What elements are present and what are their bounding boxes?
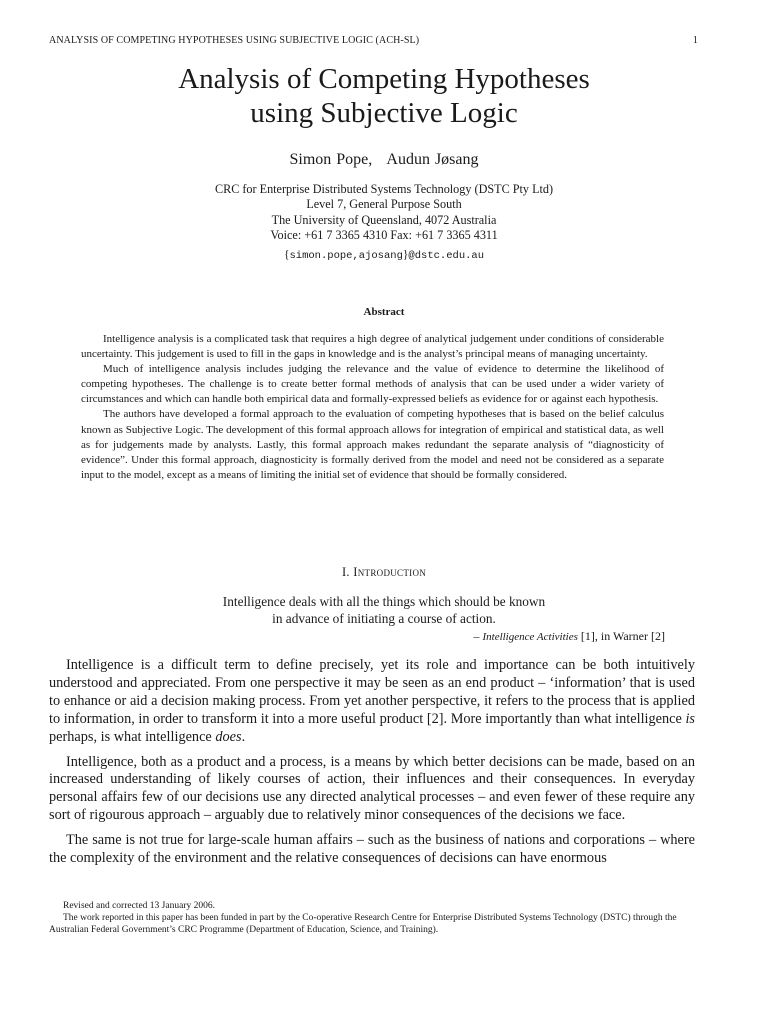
affiliation-address-line: Level 7, General Purpose South	[306, 197, 462, 212]
body-paragraph: The same is not true for large-scale human affairs – such as the business of nations and corporations – where the complexity of the environment and the relative consequences of decisions can have enormous	[49, 832, 695, 867]
paper-title-line-2: using Subjective Logic	[250, 97, 518, 129]
footnote-funding: The work reported in this paper has been funded in part by the Co-operative Research Centre for Enterprise Distributed Systems Technology (DSTC) through the Australian Federal Government’s CRC Programme (Department of Education, Science, and Training).	[49, 913, 677, 936]
body-text-run: perhaps, is what intelligence	[49, 728, 216, 745]
body-text-run: .	[241, 728, 246, 745]
footnote-revised: Revised and corrected 13 January 2006.	[63, 901, 215, 911]
epigraph-attribution	[473, 629, 665, 644]
epigraph-work-title: Intelligence Activities	[482, 631, 578, 643]
epigraph-dash: –	[473, 629, 483, 643]
abstract-paragraph: Intelligence analysis is a complicated task that requires a high degree of analytical judgement under conditions of considerable uncertainty. This judgement is used to fill in the gaps in knowledge and is the analyst’s principal means of managing uncertainty.	[81, 333, 664, 361]
affiliation-university: The University of Queensland, 4072 Australia	[271, 212, 497, 227]
section-number: I.	[341, 565, 350, 579]
email-names: simon.pope,ajosang	[289, 250, 403, 262]
epigraph-quote	[0, 593, 768, 627]
affiliation-block	[0, 182, 768, 243]
affiliation-phone-fax: Voice: +61 7 3365 4310 Fax: +61 7 3365 4311	[270, 227, 498, 242]
author-names: Simon Pope, Audun Jøsang	[289, 151, 479, 168]
author-email	[0, 249, 768, 262]
emphasis-does: does	[215, 728, 242, 745]
epigraph-line-1: Intelligence deals with all the things which should be known	[222, 594, 546, 609]
footnotes	[49, 900, 699, 937]
affiliation-organization: CRC for Enterprise Distributed Systems Technology (DSTC Pty Ltd)	[214, 182, 554, 196]
paper-title-line-1: Analysis of Competing Hypotheses	[178, 63, 590, 95]
abstract-paragraph: Much of intelligence analysis includes judging the relevance and the value of evidence to determine the likelihood of competing hypotheses. The challenge is to create better formal methods of analysis that can be used under a wider variety of circumstances and which can handle both empirical data and formally-expressed beliefs as evidence for or against each hypothesis.	[81, 363, 664, 406]
epigraph-line-2: in advance of initiating a course of action.	[272, 611, 496, 626]
email-domain: @dstc.edu.au	[408, 250, 485, 262]
section-heading	[0, 565, 768, 580]
paper-title	[0, 62, 768, 130]
abstract-paragraph: The authors have developed a formal approach to the evaluation of competing hypotheses that is based on the belief calculus known as Subjective Logic. The development of this formal approach allows for integration of empirical and statistical data, as well as for judgements made by analysts. Lastly, this formal approach makes redundant the separate analysis of “diagnosticity of evidence”. Under this formal approach, diagnosticity is formally derived from the model and need not be considered as a separate input to the model, except as a means of limiting the initial set of evidence that should be formally considered.	[81, 408, 664, 481]
abstract-heading: Abstract	[363, 306, 405, 318]
body-text-run: Intelligence is a difficult term to define precisely, yet its role and importance can be both intuitively understood and appreciated. From one perspective it may be seen as an end product – ‘information’ that is used to enhance or aid a decision making process. From yet another perspective, it refers to the process that is applied to information, in order to transform it into a more useful product [2]. More importantly than what intelligence	[49, 657, 695, 727]
body-paragraph	[49, 657, 695, 747]
abstract-body	[81, 332, 664, 483]
running-header	[49, 35, 698, 46]
running-title: ANALYSIS OF COMPETING HYPOTHESES USING SUBJECTIVE LOGIC (ACH-SL)	[49, 35, 420, 46]
epigraph-citation: [1], in Warner [2]	[577, 629, 665, 643]
section-title: Introduction	[353, 565, 427, 579]
page-number: 1	[692, 35, 698, 46]
introduction-body	[49, 657, 695, 875]
email-brace-open: {	[283, 249, 290, 261]
emphasis-is: is	[685, 710, 695, 727]
body-paragraph: Intelligence, both as a product and a process, is a means by which better decisions can be made, based on an increased understanding of likely courses of action, their influences and their consequences. In everyday personal affairs few of our decisions use any directed analytical processes – and even fewer of these require any sort of rigourous approach – arguably due to relatively minor consequences of the decisions we face.	[49, 753, 695, 824]
email-brace-close: }	[402, 249, 409, 261]
